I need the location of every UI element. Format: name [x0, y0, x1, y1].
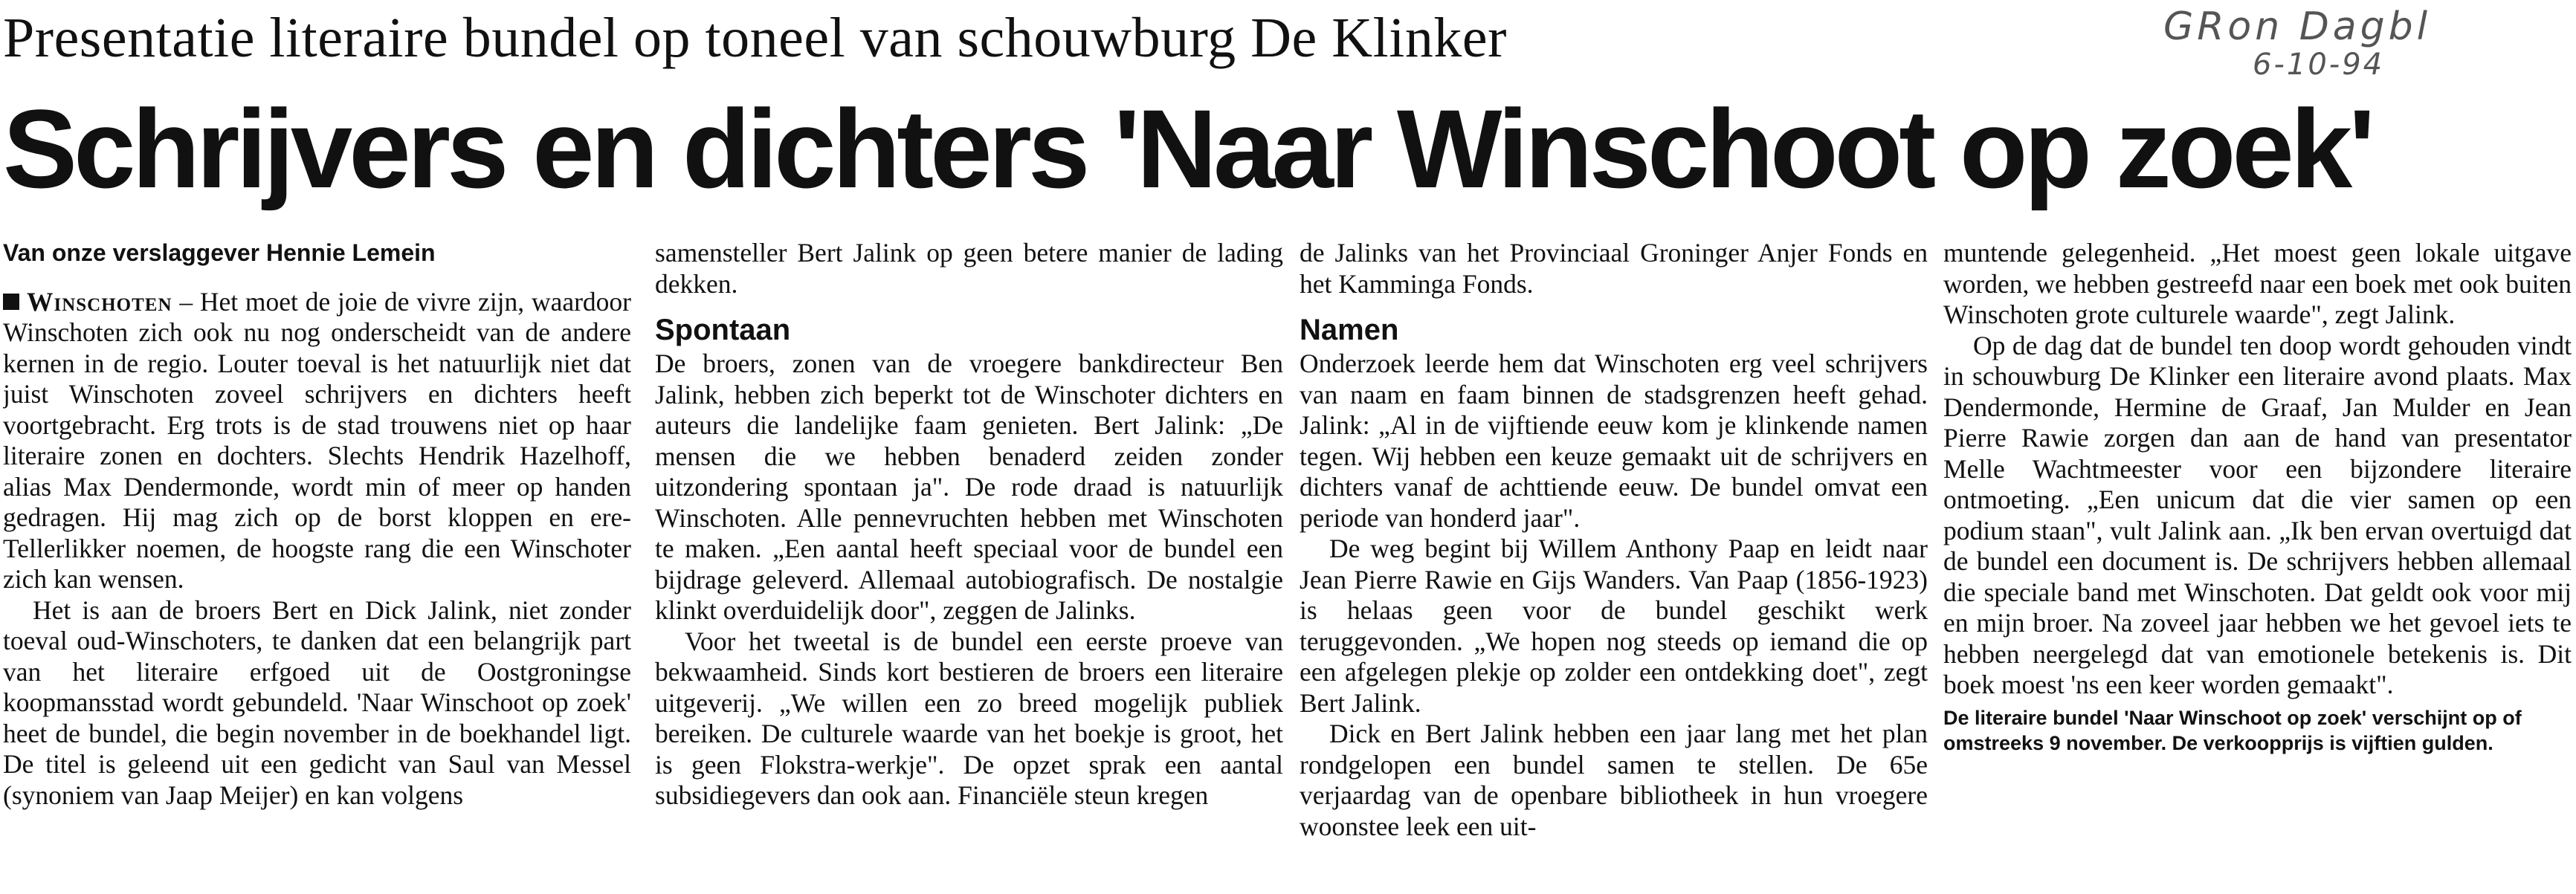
square-bullet-icon: [3, 294, 19, 310]
lead-text: – Het moet de joie de vivre zijn, waardoor Winschoten zich ook nu nog onderscheidt van de andere kernen in de regio. Louter toeval is het natuurlijk niet dat juist Winschoten zoveel schrijvers en dichters heeft voortgebracht. Erg trots is de stad trouwens niet op haar literaire zonen en dochters. Slechts Hendrik Hazelhoff, alias Max Dendermonde, wordt min of meer op handen gedragen. Hij mag zich op de borst kloppen en ere-Tellerlikker noemen, de hoogste rang die een Winschoter zich kan wensen.: [3, 286, 631, 594]
handwritten-date: 6-10-94: [2253, 48, 2385, 82]
paragraph: Onderzoek leerde hem dat Winschoten erg veel schrijvers van naam en faam binnen de stadsgrenzen heeft gehad. Jalink: „Al in de vijftiende eeuw kom je klinkende namen tegen. Wij hebben een keuze gemaakt uit de schrijvers en dichters vanaf de achttiende eeuw. De bundel omvat een periode van honderd jaar".: [1300, 349, 1928, 533]
handwritten-source: GRon Dagbl: [2163, 4, 2432, 49]
dateline: Winschoten: [27, 286, 172, 317]
subheading-namen: Namen: [1300, 314, 1399, 346]
byline: Van onze verslaggever Hennie Lemein: [3, 239, 436, 266]
paragraph: samensteller Bert Jalink op geen betere manier de lading dekken.: [655, 238, 1283, 299]
handwritten-note: [2163, 4, 2461, 86]
paragraph: Het is aan de broers Bert en Dick Jalink, niet zonder toeval oud-Winschoters, te danken dat een belangrijk part van het literaire erfgoed uit de Oostgroningse koopmansstad wordt gebundeld. 'Naar Winschoot op zoek' heet de bundel, die begin november in de boekhandel ligt. De titel is geleend uit een gedicht van Saul van Messel (synoniem van Jaap Meijer) en kan volgens: [3, 595, 631, 810]
kicker-headline: Presentatie literaire bundel op toneel van schouwburg De Klinker: [3, 7, 1507, 69]
paragraph: Voor het tweetal is de bundel een eerste proeve van bekwaamheid. Sinds kort bestieren de broers een literaire uitgeverij. „We willen een zo breed mogelijk publiek bereiken. De culturele waarde van het boekje is groot, het is geen Flokstra-werkje". De opzet sprak een aantal subsidiegevers dan ook aan. Financiële steun kregen: [655, 626, 1283, 810]
paragraph: De weg begint bij Willem Anthony Paap en leidt naar Jean Pierre Rawie en Gijs Wanders. Van Paap (1856-1923) is helaas geen voor de bundel geschikt werk teruggevonden. „We hopen nog steeds op iemand die op een afgelegen plekje op zolder een ontdekking doet", zegt Bert Jalink.: [1300, 534, 1928, 718]
paragraph: Dick en Bert Jalink hebben een jaar lang met het plan rondgelopen een bundel samen te stellen. De 65e verjaardag van de openbare bibliotheek in hun vroegere woonstee leek een uit-: [1300, 719, 1928, 841]
article-column-4: [1943, 238, 2572, 894]
paragraph: Op de dag dat de bundel ten doop wordt gehouden vindt in schouwburg De Klinker een literaire avond plaats. Max Dendermonde, Hermine de Graaf, Jan Mulder en Jean Pierre Rawie zorgen dan aan de hand van presentator Melle Wachtmeester voor een bijzondere literaire ontmoeting. „Een unicum dat die vier samen op een podium staan", vult Jalink aan. „Ik ben ervan overtuigd dat de bundel een document is. De schrijvers hebben allemaal die speciale band met Winschoten. Dat geldt ook voor mij en mijn broer. Na zoveel jaar hebben we het gevoel iets te hebben neergelegd dat van emotionele betekenis is. Dit boek moest 'ns een keer worden gemaakt".: [1943, 330, 2572, 699]
subheading-spontaan: Spontaan: [655, 314, 791, 346]
lead-paragraph: [3, 287, 631, 595]
paragraph: De broers, zonen van de vroegere bankdirecteur Ben Jalink, hebben zich beperkt tot de Winschoter dichters en auteurs die landelijke faam genieten. Bert Jalink: „De mensen die we hebben benaderd zeiden zonder uitzondering spontaan ja". De rode draad is natuurlijk Winschoten. Alle pennevruchten hebben met Winschoten te maken. „Een aantal heeft speciaal voor de bundel een bijdrage geleverd. Allemaal autobiografisch. De nostalgie klinkt overduidelijk door", zeggen de Jalinks.: [655, 349, 1283, 625]
paragraph: de Jalinks van het Provinciaal Groninger Anjer Fonds en het Kamminga Fonds.: [1300, 238, 1928, 299]
paragraph: muntende gelegenheid. „Het moest geen lokale uitgave worden, we hebben gestreefd naar een boek met ook buiten Winschoten grote culturele waarde", zegt Jalink.: [1943, 238, 2572, 329]
main-headline: Schrijvers en dichters 'Naar Winschoot op zoek': [3, 86, 2372, 211]
article-column-2: [655, 238, 1283, 894]
article-column-1: [3, 238, 631, 894]
closing-note: De literaire bundel 'Naar Winschoot op zoek' verschijnt op of omstreeks 9 november. De verkoopprijs is vijftien gulden.: [1943, 706, 2522, 754]
article-column-3: [1300, 238, 1928, 894]
